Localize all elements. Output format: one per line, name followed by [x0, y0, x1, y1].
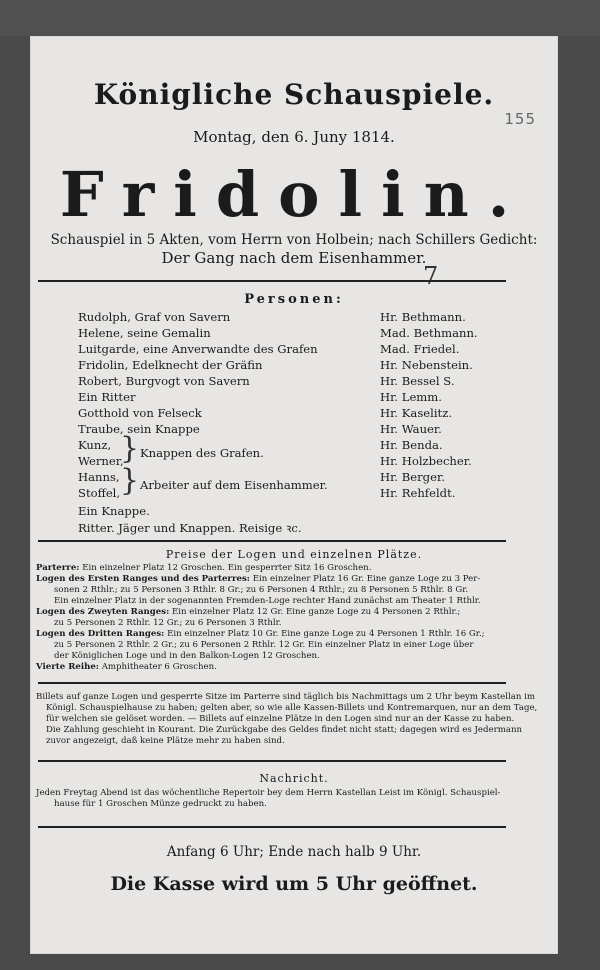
- divider: [38, 826, 506, 828]
- cast-role: Traube, sein Knappe: [78, 422, 200, 436]
- cast-role: Fridolin, Edelknecht der Gräfin: [78, 358, 263, 372]
- ticket-info-line: Billets auf ganze Logen und gesperrte Sitze im Parterre sind täglich bis Nachmittags um 2 Uhr beym Kastellan im: [36, 692, 536, 702]
- cast-actor: Hr. Wauer.: [380, 422, 442, 436]
- price-line: sonen 2 Rthlr.; zu 5 Personen 3 Rthlr. 8 Gr.; zu 6 Personen 4 Rthlr.; zu 8 Personen 5 Rthlr. 8 Gr.: [54, 585, 469, 595]
- ticket-info-line: zuvor angezeigt, daß keine Plätze mehr zu haben sind.: [46, 736, 285, 746]
- price-line: der Königlichen Loge und in den Balkon-Logen 12 Groschen.: [54, 651, 320, 661]
- cast-role: Ein Ritter: [78, 390, 136, 404]
- box-office-opening: Die Kasse wird um 5 Uhr geöffnet.: [110, 873, 478, 895]
- play-title: Fridolin.: [59, 158, 529, 231]
- play-subtitle: Schauspiel in 5 Akten, vom Herrn von Holbein; nach Schillers Gedicht:: [50, 232, 538, 248]
- pencil-mark: 7: [423, 262, 439, 290]
- scan-background: [0, 0, 600, 36]
- prices-heading: Preise der Logen und einzelnen Plätze.: [165, 548, 423, 561]
- notice-line: Jeden Freytag Abend ist das wöchentliche Repertoir bey dem Herrn Kastellan Leist im Königl. Schauspiel-: [36, 788, 501, 798]
- cast-actor: Hr. Lemm.: [380, 390, 442, 404]
- cast-role: Kunz,: [78, 438, 112, 452]
- cast-actor: Hr. Holzbecher.: [380, 454, 472, 468]
- price-line: Ein einzelner Platz in der sogenannten Fremden-Loge rechter Hand zunächst am Theater 1 Rthlr.: [54, 596, 481, 606]
- price-line: Vierte Reihe: Amphitheater 6 Groschen.: [36, 662, 217, 672]
- cast-extra: Ritter. Jäger und Knappen. Reisige ꝛc.: [78, 521, 302, 535]
- ticket-info-line: Die Zahlung geschieht in Kourant. Die Zurückgabe des Geldes findet nicht statt; dagegen wird es Jedermann: [46, 725, 523, 735]
- ticket-info-line: Königl. Schauspielhause zu haben; gelten aber, so wie alle Kassen-Billets und Kontremarquen, nur an dem Tage,: [46, 703, 538, 713]
- price-line: Logen des Zweyten Ranges: Ein einzelner Platz 12 Gr. Eine ganze Loge zu 4 Personen 2 Rthlr.;: [36, 607, 461, 617]
- price-line: zu 5 Personen 2 Rthlr. 12 Gr.; zu 6 Personen 3 Rthlr.: [54, 618, 282, 628]
- cast-actor: Hr. Berger.: [380, 470, 445, 484]
- cast-extra: Ein Knappe.: [78, 504, 150, 518]
- cast-actor: Hr. Kaselitz.: [380, 406, 453, 420]
- cast-group-label: Knappen des Grafen.: [140, 446, 264, 460]
- cast-role: Werner,: [78, 454, 124, 468]
- inventory-number: 155: [504, 110, 536, 128]
- ticket-info-line: für welchen sie gelöset worden. — Billets auf einzelne Plätze in den Logen sind nur an der Kasse zu haben.: [46, 714, 515, 724]
- cast-role: Helene, seine Gemalin: [78, 326, 211, 340]
- price-line: zu 5 Personen 2 Rthlr. 2 Gr.; zu 6 Personen 2 Rthlr. 12 Gr. Ein einzelner Platz in einer Loge über: [54, 640, 474, 650]
- cast-group-label: Arbeiter auf dem Eisenhammer.: [140, 478, 328, 492]
- cast-role: Stoffel,: [78, 486, 121, 500]
- cast-actor: Hr. Bessel S.: [380, 374, 455, 388]
- price-line: Logen des Dritten Ranges: Ein einzelner Platz 10 Gr. Eine ganze Loge zu 4 Personen 1 Rthlr. 16 Gr.;: [36, 629, 485, 639]
- cast-role: Luitgarde, eine Anverwandte des Grafen: [78, 342, 318, 356]
- cast-role: Gotthold von Felseck: [78, 406, 202, 420]
- brace: }: [120, 463, 140, 498]
- divider: [38, 760, 506, 762]
- notice-heading: Nachricht.: [259, 772, 329, 785]
- cast-role: Robert, Burgvogt von Savern: [78, 374, 250, 388]
- price-line: Parterre: Ein einzelner Platz 12 Groschen. Ein gesperrter Sitz 16 Groschen.: [36, 563, 372, 573]
- brace: }: [120, 431, 140, 466]
- performance-date: Montag, den 6. Juny 1814.: [193, 128, 395, 146]
- divider: [38, 682, 506, 684]
- play-subtitle-2: Der Gang nach dem Eisenhammer.: [161, 249, 427, 267]
- cast-actor: Hr. Bethmann.: [380, 310, 466, 324]
- performance-times: Anfang 6 Uhr; Ende nach halb 9 Uhr.: [166, 844, 422, 860]
- cast-heading: Personen:: [244, 292, 344, 307]
- divider: [38, 280, 506, 282]
- price-line: Logen des Ersten Ranges und des Parterres: Ein einzelner Platz 16 Gr. Eine ganze Loge zu 3 Per-: [36, 574, 481, 584]
- theater-name: Königliche Schauspiele.: [93, 78, 495, 111]
- cast-role: Rudolph, Graf von Savern: [78, 310, 231, 324]
- cast-actor: Hr. Benda.: [380, 438, 443, 452]
- cast-actor: Mad. Bethmann.: [380, 326, 478, 340]
- cast-actor: Hr. Nebenstein.: [380, 358, 473, 372]
- divider: [38, 540, 506, 542]
- notice-line: hause für 1 Groschen Münze gedruckt zu haben.: [54, 799, 267, 809]
- cast-actor: Hr. Rehfeldt.: [380, 486, 456, 500]
- cast-role: Hanns,: [78, 470, 120, 484]
- cast-actor: Mad. Friedel.: [380, 342, 460, 356]
